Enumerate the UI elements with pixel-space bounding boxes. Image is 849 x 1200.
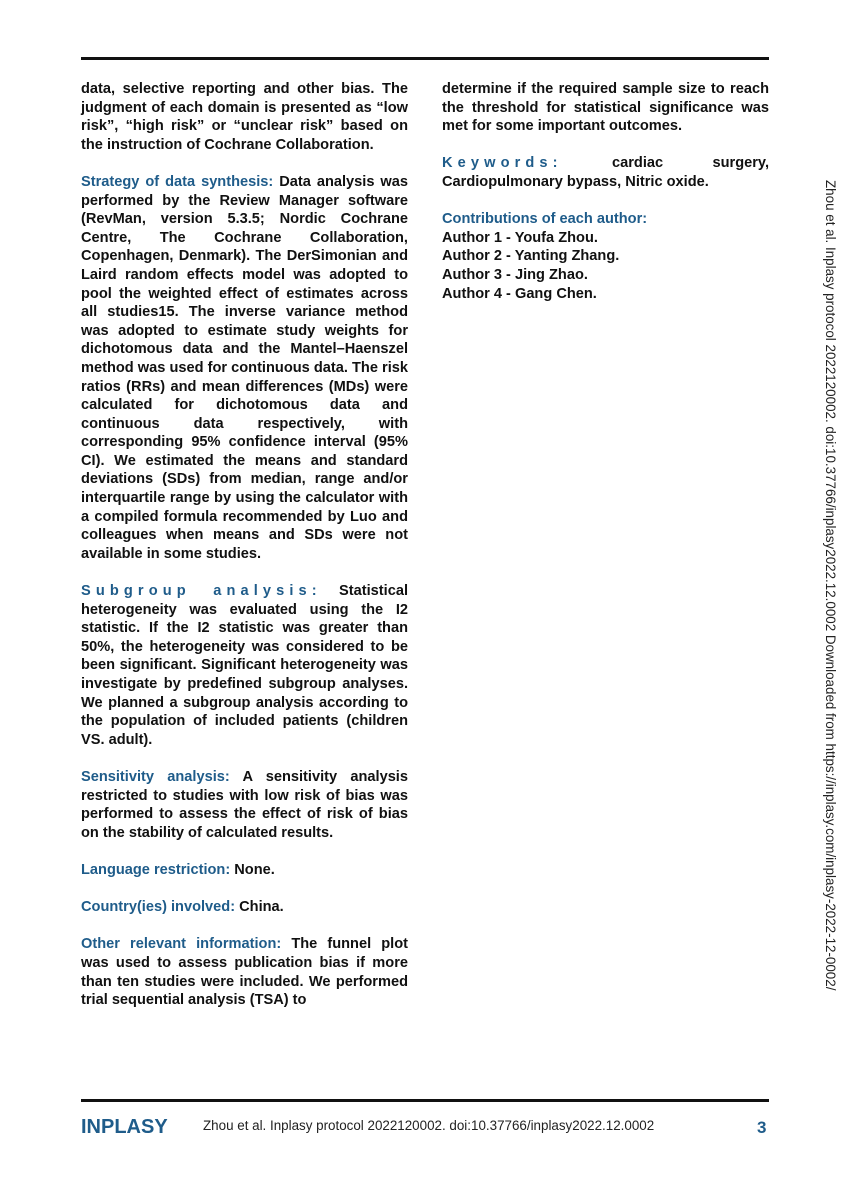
data-synthesis-heading: Strategy of data synthesis: (81, 173, 274, 190)
journal-brand: INPLASY (81, 1116, 168, 1138)
country-body: China. (235, 899, 284, 916)
country-heading: Country(ies) involved: (81, 899, 236, 916)
other-info-body: The funnel plot was used to assess publication bias if more than ten studies were included. We performed trial sequential analysis (TSA) to (81, 936, 408, 1009)
author-line: Author 2 - Yanting Zhang. (442, 248, 620, 265)
risk-of-bias-paragraph: data, selective reporting and other bias. The judgment of each domain is presented as “low risk”, “high risk” or “unclear risk” based on the instruction of Cochrane Collaboration. (81, 81, 408, 153)
language-section (81, 861, 408, 880)
contributions-heading: Contributions of each author: (442, 211, 648, 228)
page-number: 3 (757, 1118, 767, 1137)
sensitivity-body: A sensitivity analysis restricted to studies with low risk of bias was performed to assess the effect of risk of bias on the stability of calculated results. (81, 768, 408, 841)
subgroup-body: Statistical heterogeneity was evaluated using the I2 statistic. If the I2 statistic was greater than 50%, the heterogeneity was considered to be been significant. Significant heterogeneity was investigate by predefined subgroup analyses. We planned a subgroup analysis according to the population of included patients (children VS. adult). (81, 583, 408, 748)
author-line: Author 1 - Youfa Zhou. (442, 229, 598, 246)
subgroup-section (81, 582, 408, 749)
keywords-section (442, 154, 769, 191)
other-info-heading: Other relevant information: (81, 936, 282, 953)
subgroup-heading: Subgroup analysis: (81, 583, 322, 600)
side-download-text: Zhou et al. Inplasy protocol 2022120002. doi:10.37766/inplasy2022.12.0002 Downloaded from https://inplasy.com/inplasy-2022-12-0002/ (823, 180, 838, 991)
right-column (442, 80, 769, 322)
side-download-note (820, 180, 842, 1060)
tsa-continuation-paragraph: determine if the required sample size to reach the threshold for statistical significance was met for some important outcomes. (442, 81, 769, 135)
author-line: Author 4 - Gang Chen. (442, 285, 597, 302)
left-column (81, 80, 408, 1028)
language-body: None. (230, 861, 275, 878)
bottom-rule (81, 1099, 769, 1102)
other-info-section (81, 935, 408, 1009)
country-section (81, 898, 408, 917)
footer-citation: Zhou et al. Inplasy protocol 2022120002. doi:10.37766/inplasy2022.12.0002 (203, 1118, 655, 1133)
sensitivity-section (81, 768, 408, 842)
top-rule (81, 57, 769, 60)
keywords-heading: Keywords: (442, 155, 563, 172)
keywords-body: cardiac surgery, Cardiopulmonary bypass, Nitric oxide. (442, 155, 769, 190)
language-heading: Language restriction: (81, 861, 231, 878)
contributions-section (442, 210, 769, 303)
author-line: Author 3 - Jing Zhao. (442, 266, 588, 283)
data-synthesis-section (81, 173, 408, 563)
data-synthesis-body: Data analysis was performed by the Review Manager software (RevMan, version 5.3.5; Nordic Cochrane Centre, The Cochrane Collaboration, Copenhagen, Denmark). The DerSimonian and Laird random effects model was adopted to pool the weighted effect of estimates across all studies15. The inverse variance method was adopted to estimate study weights for dichotomous data and the Mantel–Haenszel method was used for continuous data. The risk ratios (RRs) and mean differences (MDs) were calculated for dichotomous data and continuous data respectively, with corresponding 95% confidence interval (95% CI). We estimated the means and standard deviations (SDs) from median, range and/or interquartile range by using the calculator with a compiled formula recommended by Luo and colleagues when means and SDs were not available in some studies. (81, 173, 408, 562)
sensitivity-heading: Sensitivity analysis: (81, 768, 230, 785)
